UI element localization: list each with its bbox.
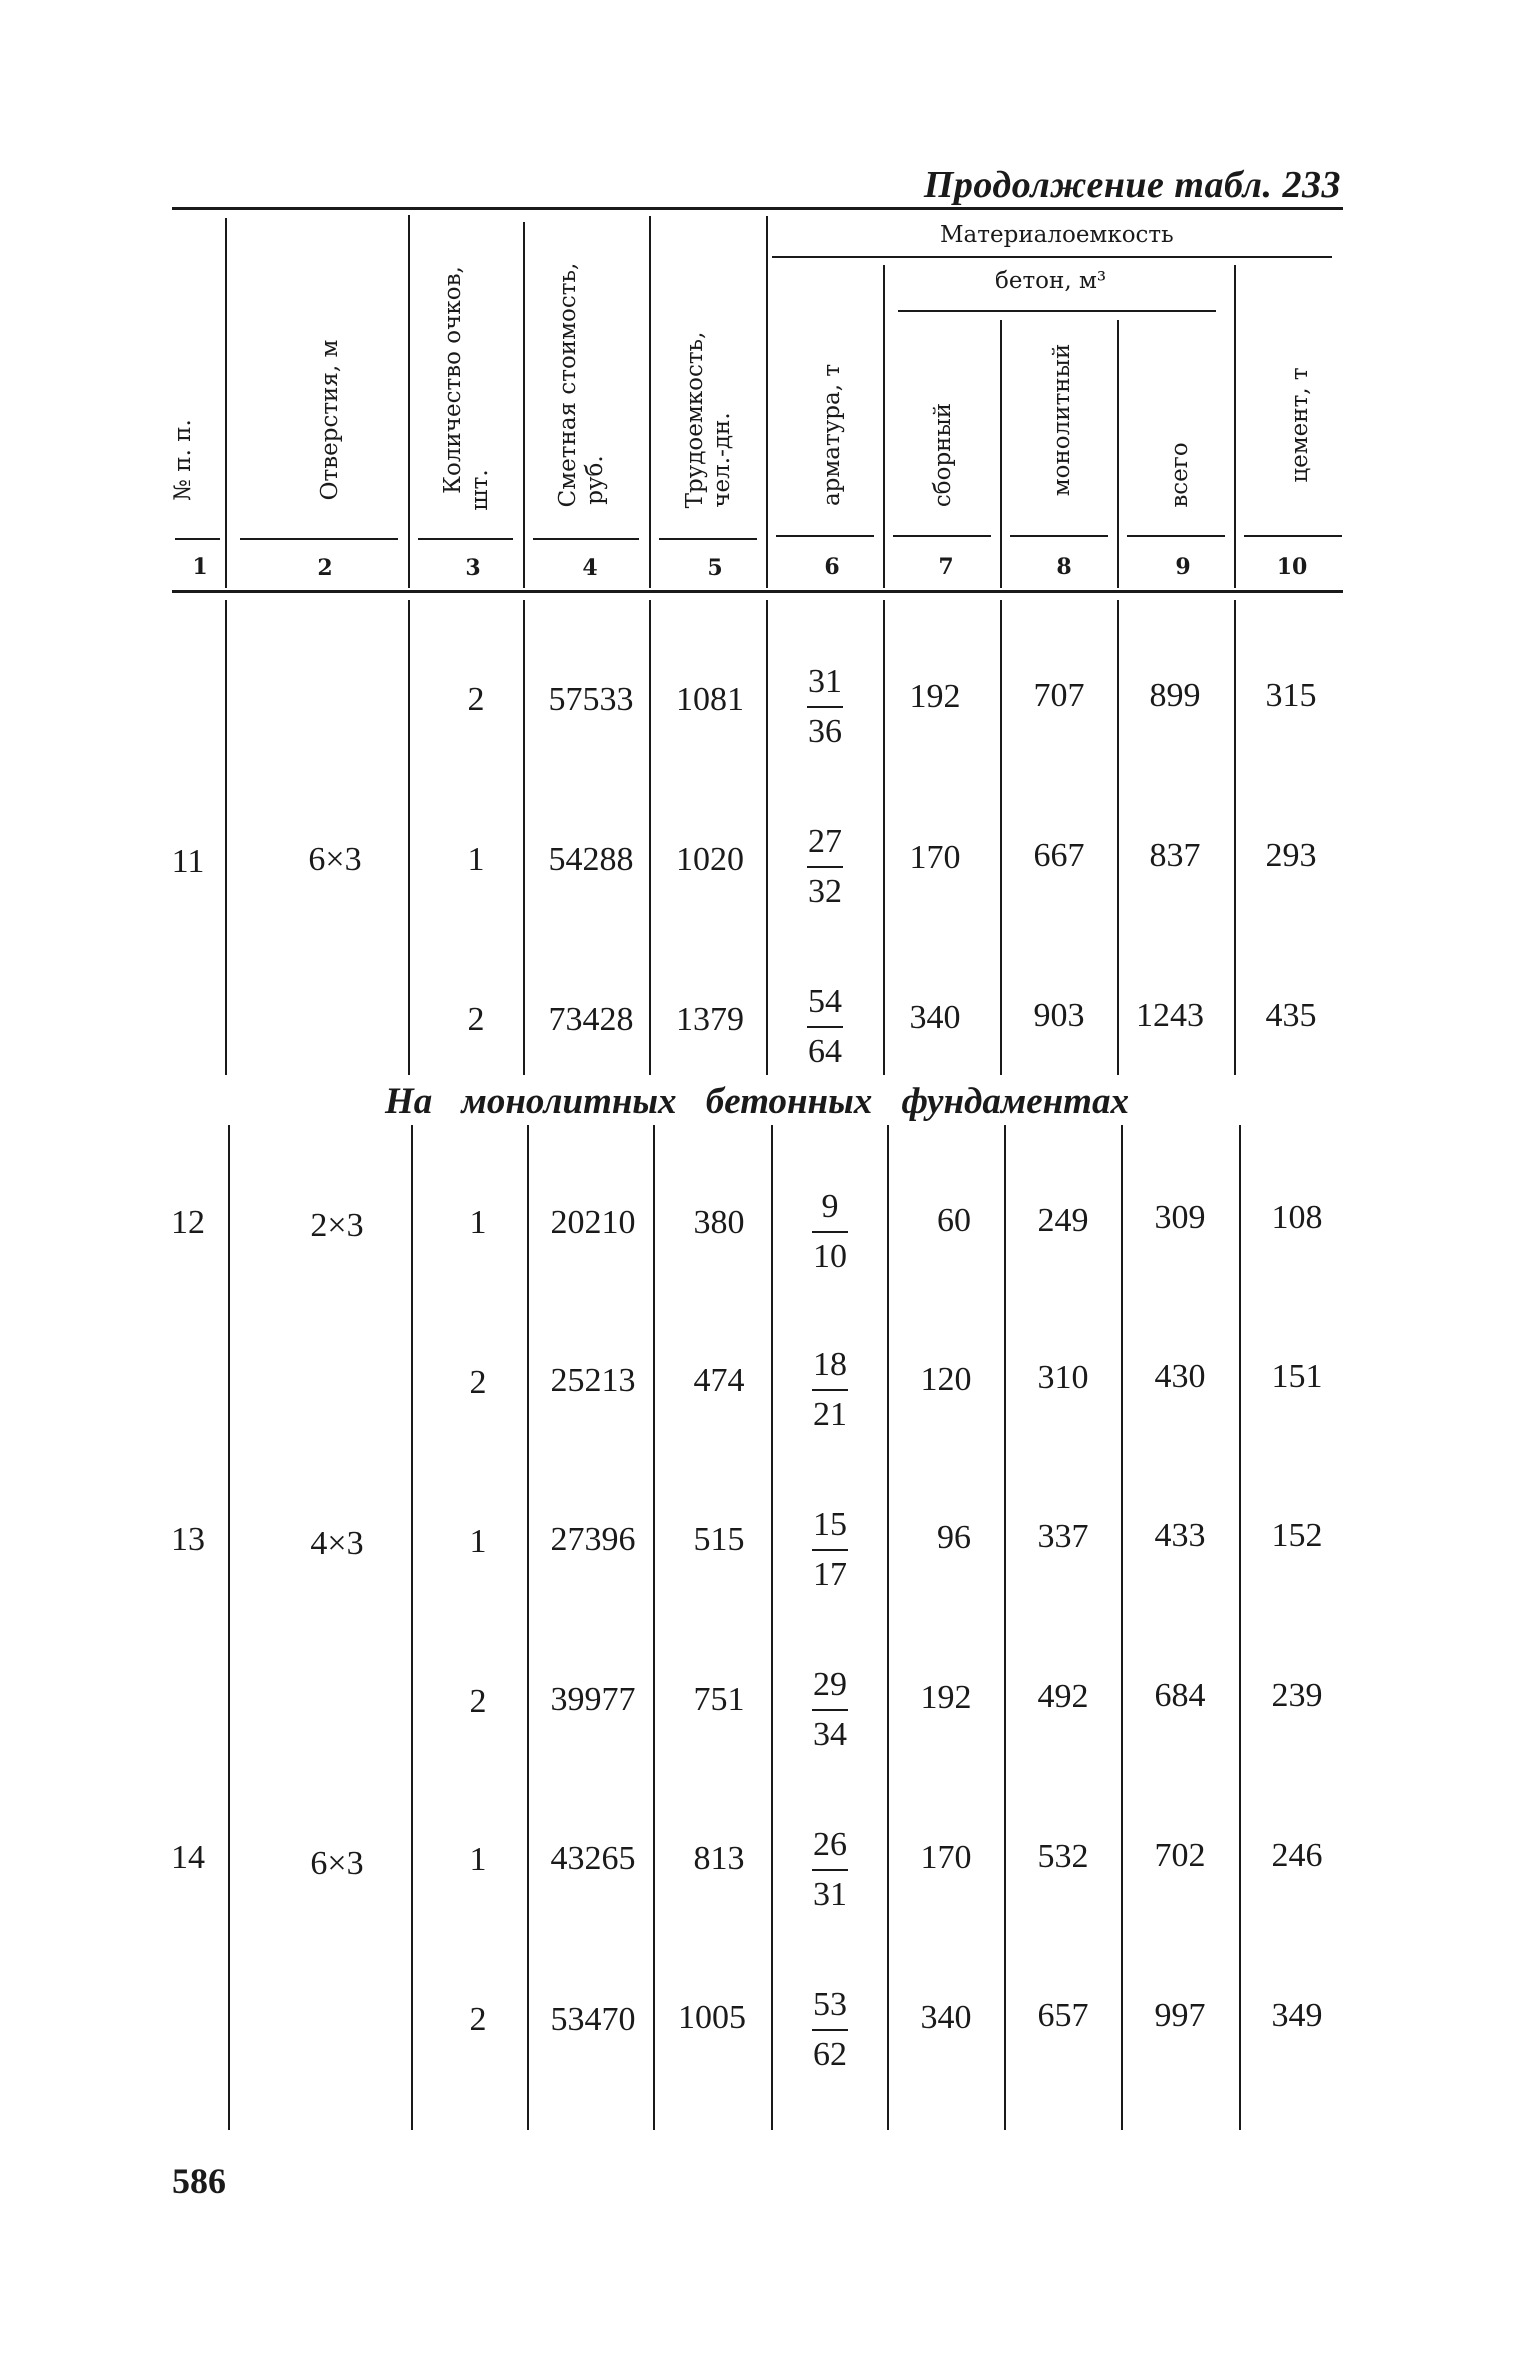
count-cell: 2 xyxy=(469,2001,487,2038)
count-cell: 1 xyxy=(469,1841,487,1878)
header-concrete: бетон, м³ xyxy=(995,268,1107,294)
body-divider xyxy=(883,600,885,1075)
body-divider xyxy=(411,1125,413,2130)
header-divider xyxy=(883,265,885,588)
armature-bottom: 64 xyxy=(808,1033,842,1070)
prefab-cell: 340 xyxy=(909,999,961,1036)
fraction-bar xyxy=(807,1026,843,1028)
column-number: 5 xyxy=(707,555,723,581)
cost-cell: 57533 xyxy=(548,681,634,718)
column-number: 7 xyxy=(938,554,954,580)
cost-cell: 54288 xyxy=(548,841,634,878)
table-caption: Продолжение табл. 233 xyxy=(923,164,1341,206)
monolithic-cell: 667 xyxy=(1033,837,1085,874)
armature-bottom: 32 xyxy=(808,873,842,910)
monolithic-cell: 249 xyxy=(1037,1202,1089,1239)
header-divider xyxy=(1234,265,1236,588)
monolithic-cell: 337 xyxy=(1037,1518,1089,1555)
armature-top: 29 xyxy=(813,1666,847,1703)
count-cell: 2 xyxy=(469,1683,487,1720)
row-number: 12 xyxy=(171,1204,205,1241)
labor-cell: 813 xyxy=(693,1840,745,1877)
total-cell: 899 xyxy=(1149,677,1201,714)
body-divider xyxy=(766,600,768,1075)
body-divider xyxy=(1004,1125,1006,2130)
count-cell: 1 xyxy=(469,1204,487,1241)
cement-cell: 315 xyxy=(1265,677,1317,714)
fraction-bar xyxy=(812,1709,848,1711)
colnum-rule xyxy=(240,538,398,540)
body-divider xyxy=(408,600,410,1075)
table-top-rule xyxy=(172,207,1343,210)
body-divider xyxy=(1121,1125,1123,2130)
armature-fraction xyxy=(795,824,855,910)
opening-size: 2×3 xyxy=(310,1207,364,1244)
opening-size: 4×3 xyxy=(310,1525,364,1562)
count-cell: 2 xyxy=(467,1001,485,1038)
row-number: 11 xyxy=(171,843,205,880)
armature-fraction xyxy=(800,1667,860,1753)
total-cell: 309 xyxy=(1154,1199,1206,1236)
column-number: 2 xyxy=(317,555,333,581)
count-cell: 1 xyxy=(467,841,485,878)
cost-cell: 20210 xyxy=(550,1204,636,1241)
body-divider xyxy=(771,1125,773,2130)
column-number: 9 xyxy=(1175,554,1191,580)
cement-cell: 152 xyxy=(1271,1517,1323,1554)
armature-bottom: 31 xyxy=(813,1876,847,1913)
header-bottom-rule xyxy=(172,590,1343,593)
labor-cell: 474 xyxy=(693,1362,745,1399)
cement-cell: 246 xyxy=(1271,1837,1323,1874)
page-number: 586 xyxy=(172,2161,226,2201)
cost-cell: 27396 xyxy=(550,1521,636,1558)
colnum-rule xyxy=(659,538,757,540)
colnum-rule xyxy=(533,538,639,540)
labor-cell: 1020 xyxy=(676,841,744,878)
concrete-rule xyxy=(898,310,1216,312)
prefab-cell: 192 xyxy=(909,678,961,715)
cement-cell: 293 xyxy=(1265,837,1317,874)
armature-top: 9 xyxy=(821,1188,839,1225)
cost-cell: 43265 xyxy=(550,1840,636,1877)
armature-bottom: 21 xyxy=(813,1396,847,1433)
cost-cell: 53470 xyxy=(550,2001,636,2038)
count-cell: 1 xyxy=(469,1523,487,1560)
body-divider xyxy=(228,1125,230,2130)
row-number: 14 xyxy=(171,1839,205,1876)
armature-fraction xyxy=(800,1347,860,1433)
body-divider xyxy=(1234,600,1236,1075)
count-cell: 2 xyxy=(469,1364,487,1401)
fraction-bar xyxy=(807,706,843,708)
total-cell: 997 xyxy=(1154,1997,1206,2034)
armature-top: 53 xyxy=(813,1986,847,2023)
total-cell: 433 xyxy=(1154,1517,1206,1554)
opening-size: 6×3 xyxy=(308,841,362,878)
column-number: 8 xyxy=(1056,554,1072,580)
prefab-cell: 170 xyxy=(909,839,961,876)
row-number: 13 xyxy=(171,1521,205,1558)
total-cell: 702 xyxy=(1154,1837,1206,1874)
armature-bottom: 34 xyxy=(813,1716,847,1753)
header-divider xyxy=(649,216,651,588)
fraction-bar xyxy=(812,1549,848,1551)
body-divider xyxy=(225,600,227,1075)
armature-top: 31 xyxy=(808,663,842,700)
fraction-bar xyxy=(812,1389,848,1391)
cement-cell: 151 xyxy=(1271,1358,1323,1395)
header-divider xyxy=(766,216,768,588)
fraction-bar xyxy=(812,1869,848,1871)
column-number: 3 xyxy=(465,555,481,581)
cement-cell: 435 xyxy=(1265,997,1317,1034)
cement-cell: 349 xyxy=(1271,1997,1323,2034)
header-materials: Материалоемкость xyxy=(940,222,1174,248)
labor-cell: 1005 xyxy=(678,1999,746,2036)
armature-fraction xyxy=(800,1189,860,1275)
body-divider xyxy=(1239,1125,1241,2130)
cost-cell: 25213 xyxy=(550,1362,636,1399)
total-cell: 430 xyxy=(1154,1358,1206,1395)
monolithic-cell: 310 xyxy=(1037,1359,1089,1396)
colnum-rule xyxy=(418,538,513,540)
armature-fraction xyxy=(800,1827,860,1913)
armature-top: 27 xyxy=(808,823,842,860)
cement-cell: 239 xyxy=(1271,1677,1323,1714)
monolithic-cell: 903 xyxy=(1033,997,1085,1034)
labor-cell: 1379 xyxy=(676,1001,744,1038)
labor-cell: 515 xyxy=(693,1521,745,1558)
monolithic-cell: 492 xyxy=(1037,1678,1089,1715)
armature-bottom: 62 xyxy=(813,2036,847,2073)
cost-cell: 39977 xyxy=(550,1681,636,1718)
colnum-rule xyxy=(1010,535,1108,537)
opening-size: 6×3 xyxy=(310,1845,364,1882)
total-cell: 684 xyxy=(1154,1677,1206,1714)
body-divider xyxy=(887,1125,889,2130)
prefab-cell: 96 xyxy=(937,1519,971,1556)
armature-top: 15 xyxy=(813,1506,847,1543)
armature-fraction xyxy=(795,664,855,750)
prefab-cell: 192 xyxy=(920,1679,972,1716)
body-divider xyxy=(649,600,651,1075)
body-divider xyxy=(523,600,525,1075)
colnum-rule xyxy=(1127,535,1225,537)
monolithic-cell: 657 xyxy=(1037,1997,1089,2034)
armature-top: 26 xyxy=(813,1826,847,1863)
monolithic-cell: 532 xyxy=(1037,1838,1089,1875)
fraction-bar xyxy=(807,866,843,868)
total-cell: 837 xyxy=(1149,837,1201,874)
armature-fraction xyxy=(800,1507,860,1593)
header-divider xyxy=(1117,320,1119,588)
fraction-bar xyxy=(812,2029,848,2031)
armature-bottom: 17 xyxy=(813,1556,847,1593)
column-number: 1 xyxy=(192,554,208,580)
cost-cell: 73428 xyxy=(548,1001,634,1038)
monolithic-cell: 707 xyxy=(1033,677,1085,714)
column-number: 10 xyxy=(1276,554,1308,580)
body-divider xyxy=(1000,600,1002,1075)
total-cell: 1243 xyxy=(1136,997,1204,1034)
colnum-rule xyxy=(175,538,220,540)
colnum-rule xyxy=(1244,535,1342,537)
labor-cell: 380 xyxy=(693,1204,745,1241)
armature-bottom: 10 xyxy=(813,1238,847,1275)
column-number: 6 xyxy=(824,554,840,580)
header-divider xyxy=(225,218,227,588)
body-divider xyxy=(527,1125,529,2130)
colnum-rule xyxy=(893,535,991,537)
labor-cell: 751 xyxy=(693,1681,745,1718)
colnum-rule xyxy=(776,535,874,537)
prefab-cell: 340 xyxy=(920,1999,972,2036)
body-divider xyxy=(653,1125,655,2130)
armature-top: 18 xyxy=(813,1346,847,1383)
armature-top: 54 xyxy=(808,983,842,1020)
body-divider xyxy=(1117,600,1119,1075)
header-divider xyxy=(1000,320,1002,588)
count-cell: 2 xyxy=(467,681,485,718)
prefab-cell: 170 xyxy=(920,1839,972,1876)
fraction-bar xyxy=(812,1231,848,1233)
materials-rule xyxy=(772,256,1332,258)
header-divider xyxy=(408,215,410,588)
prefab-cell: 60 xyxy=(937,1202,971,1239)
armature-bottom: 36 xyxy=(808,713,842,750)
header-divider xyxy=(523,222,525,588)
column-number: 4 xyxy=(582,555,598,581)
cement-cell: 108 xyxy=(1271,1199,1323,1236)
armature-fraction xyxy=(795,984,855,1070)
prefab-cell: 120 xyxy=(920,1361,972,1398)
armature-fraction xyxy=(800,1987,860,2073)
section-subheading: На монолитных бетонных фундаментах xyxy=(385,1081,1129,1122)
labor-cell: 1081 xyxy=(676,681,744,718)
